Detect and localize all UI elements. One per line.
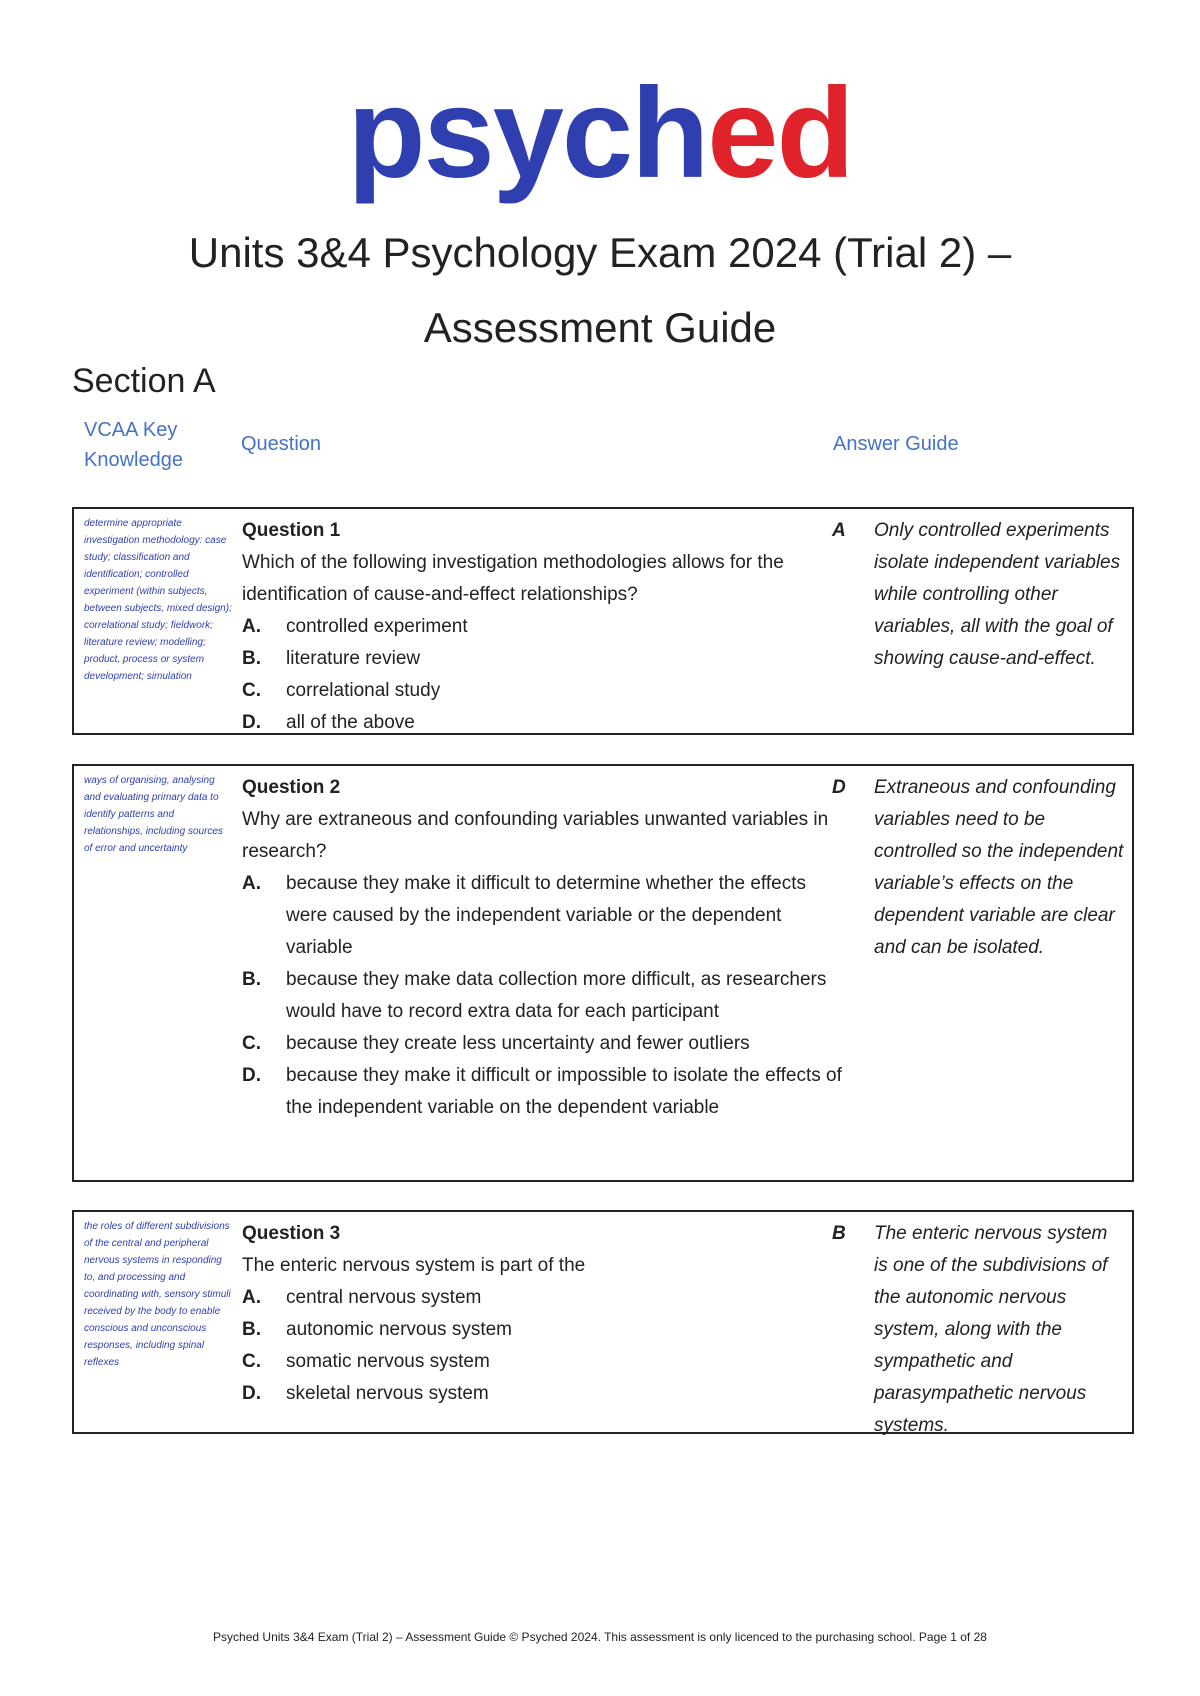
option-3d [242, 1378, 842, 1410]
option-letter: C. [242, 1351, 261, 1372]
option-letter: D. [242, 1065, 261, 1086]
option-text: all of the above [286, 712, 415, 733]
option-text: because they make it difficult to determine whether the effects were caused by the independent variable or the dependent variable [286, 873, 806, 958]
option-text: autonomic nervous system [286, 1319, 512, 1340]
question-title-1: Question 1 [242, 520, 341, 541]
question-content-2 [242, 772, 842, 1124]
key-knowledge-2: ways of organising, analysing and evaluating primary data to identify patterns and relationships, including sources of error and uncertainty [84, 775, 223, 854]
option-letter: C. [242, 1033, 261, 1054]
question-box-3 [72, 1210, 1134, 1434]
option-3a [242, 1282, 842, 1314]
title-line-2: Assessment Guide [423, 304, 777, 351]
logo-part-psych: psych [347, 62, 708, 205]
option-3b [242, 1314, 842, 1346]
question-stem-1: Which of the following investigation methodologies allows for the identification of cause-and-effect relationships? [242, 552, 784, 605]
option-letter: D. [242, 1383, 261, 1404]
option-2c [242, 1028, 842, 1060]
option-1d [242, 707, 842, 739]
title-line-1: Units 3&4 Psychology Exam 2024 (Trial 2) – [188, 229, 1012, 276]
option-text: because they create less uncertainty and fewer outliers [286, 1033, 750, 1054]
header-key-knowledge-line-2: Knowledge [84, 449, 183, 471]
key-knowledge-3: the roles of different subdivisions of the central and peripheral nervous systems in responding to, and processing and coordinating with, sensory stimuli received by the body to enable conscious and unconscious responses, including spinal reflexes [84, 1221, 231, 1368]
question-title-2: Question 2 [242, 777, 341, 798]
question-title-3: Question 3 [242, 1223, 341, 1244]
section-title: Section A [72, 362, 216, 400]
psyched-logo [0, 62, 1200, 205]
option-text: because they make it difficult or impossible to isolate the effects of the independent variable on the dependent variable [286, 1065, 842, 1118]
page-footer: Psyched Units 3&4 Exam (Trial 2) – Assessment Guide © Psyched 2024. This assessment is only licenced to the purchasing school. Page 1 of 28 [213, 1630, 987, 1644]
header-key-knowledge [84, 415, 183, 475]
answer-explanation-1: Only controlled experiments isolate independent variables while controlling other variables, all with the goal of showing cause-and-effect. [874, 520, 1121, 669]
option-letter: A. [242, 873, 261, 894]
option-letter: A. [242, 1287, 261, 1308]
question-box-1 [72, 507, 1134, 735]
option-text: skeletal nervous system [286, 1383, 489, 1404]
logo-part-ed: ed [707, 62, 853, 205]
option-letter: A. [242, 616, 261, 637]
option-letter: D. [242, 712, 261, 733]
option-text: somatic nervous system [286, 1351, 490, 1372]
option-2a [242, 868, 842, 964]
header-answer-guide: Answer Guide [833, 433, 959, 455]
question-content-1 [242, 515, 842, 739]
question-stem-2: Why are extraneous and confounding variables unwanted variables in research? [242, 809, 829, 862]
option-text: correlational study [286, 680, 441, 701]
option-2b [242, 964, 842, 1028]
answer-letter-2: D [832, 777, 846, 798]
option-text: literature review [286, 648, 421, 669]
option-1a [242, 611, 842, 643]
option-letter: C. [242, 680, 261, 701]
question-stem-3: The enteric nervous system is part of the [242, 1255, 586, 1276]
option-text: central nervous system [286, 1287, 482, 1308]
option-letter: B. [242, 648, 261, 669]
option-text: because they make data collection more difficult, as researchers would have to record extra data for each participant [286, 969, 827, 1022]
option-1b [242, 643, 842, 675]
question-box-2 [72, 764, 1134, 1182]
answer-letter-1: A [832, 520, 846, 541]
option-2d [242, 1060, 842, 1124]
answer-explanation-2: Extraneous and confounding variables need to be controlled so the independent variable’s effects on the dependent variable are clear and can be isolated. [874, 777, 1124, 958]
answer-letter-3: B [832, 1223, 846, 1244]
option-letter: B. [242, 969, 261, 990]
header-key-knowledge-line-1: VCAA Key [84, 419, 178, 441]
option-letter: B. [242, 1319, 261, 1340]
header-question: Question [241, 433, 322, 455]
question-content-3 [242, 1218, 842, 1410]
key-knowledge-1: determine appropriate investigation methodology: case study; classification and identification; controlled experiment (within subjects, between subjects, mixed design); correlational study; fieldwork; literature review; modelling; product, process or system development; simulation [84, 518, 232, 682]
option-3c [242, 1346, 842, 1378]
answer-explanation-3: The enteric nervous system is one of the subdivisions of the autonomic nervous system, along with the sympathetic and parasympathetic nervous systems. [874, 1223, 1108, 1436]
option-text: controlled experiment [286, 616, 468, 637]
option-1c [242, 675, 842, 707]
document-title [0, 215, 1200, 365]
